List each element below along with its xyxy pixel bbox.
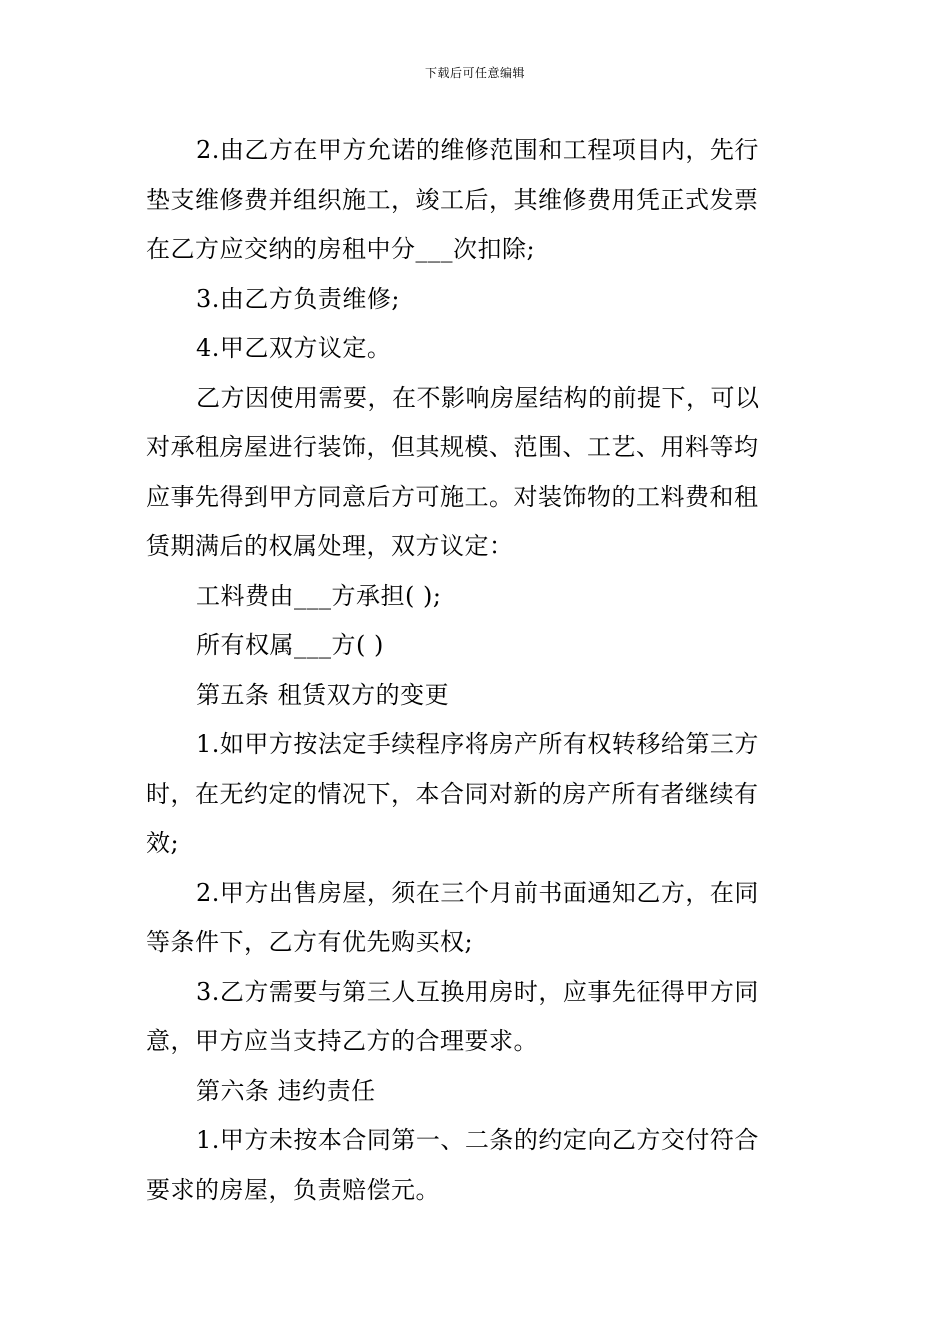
text-line: 3.乙方需要与第三人互换用房时，应事先征得甲方同 [196,977,759,1006]
document-body [146,126,810,1215]
text-line: 时，在无约定的情况下，本合同对新的房产所有者继续有 [146,779,759,808]
text-line: 所有权属___方( ) [196,631,384,659]
text-line: 应事先得到甲方同意后方可施工。对装饰物的工料费和租 [146,482,759,511]
paragraph-mutual-agreement [146,324,810,374]
text-line: 对承租房屋进行装饰，但其规模、范围、工艺、用料等均 [146,433,759,461]
text-line: 在乙方应交纳的房租中分___次扣除; [146,235,536,263]
paragraph-tenant-repair [146,275,810,325]
paragraph-decoration [146,374,810,572]
paragraph-exchange-housing [146,968,810,1067]
paragraph-sale-notice [146,869,810,968]
paragraph-ownership-transfer [146,720,810,869]
paragraph-material-cost [146,572,810,622]
article-five-heading [146,671,810,721]
article-six-heading [146,1067,810,1117]
paragraph-breach-landlord [146,1116,810,1215]
text-line: 工料费由___方承担( ); [196,581,442,610]
text-line: 4.甲乙双方议定。 [196,334,392,362]
page-header: 下载后可任意编辑 [424,66,525,80]
text-line: 赁期满后的权属处理，双方议定： [146,532,514,560]
text-line: 效; [146,829,180,857]
text-line: 要求的房屋，负责赔偿元。 [146,1175,440,1204]
text-line: 3.由乙方负责维修; [196,284,400,313]
paragraph-ownership [146,621,810,671]
text-line: 2.由乙方在甲方允诺的维修范围和工程项目内，先行 [196,136,759,164]
text-line: 垫支维修费并组织施工，竣工后，其维修费用凭正式发票 [146,185,759,214]
text-line: 1.甲方未按本合同第一、二条的约定向乙方交付符合 [196,1126,759,1154]
text-line: 2.甲方出售房屋，须在三个月前书面通知乙方，在同 [196,878,759,907]
paragraph-repair-advance [146,126,810,275]
text-line: 等条件下，乙方有优先购买权; [146,928,474,956]
text-line: 乙方因使用需要，在不影响房屋结构的前提下，可以 [196,383,760,412]
text-line: 第五条 租赁双方的变更 [196,680,450,709]
text-line: 意，甲方应当支持乙方的合理要求。 [146,1027,538,1055]
text-line: 第六条 违约责任 [196,1076,376,1105]
text-line: 1.如甲方按法定手续程序将房产所有权转移给第三方 [196,730,759,758]
